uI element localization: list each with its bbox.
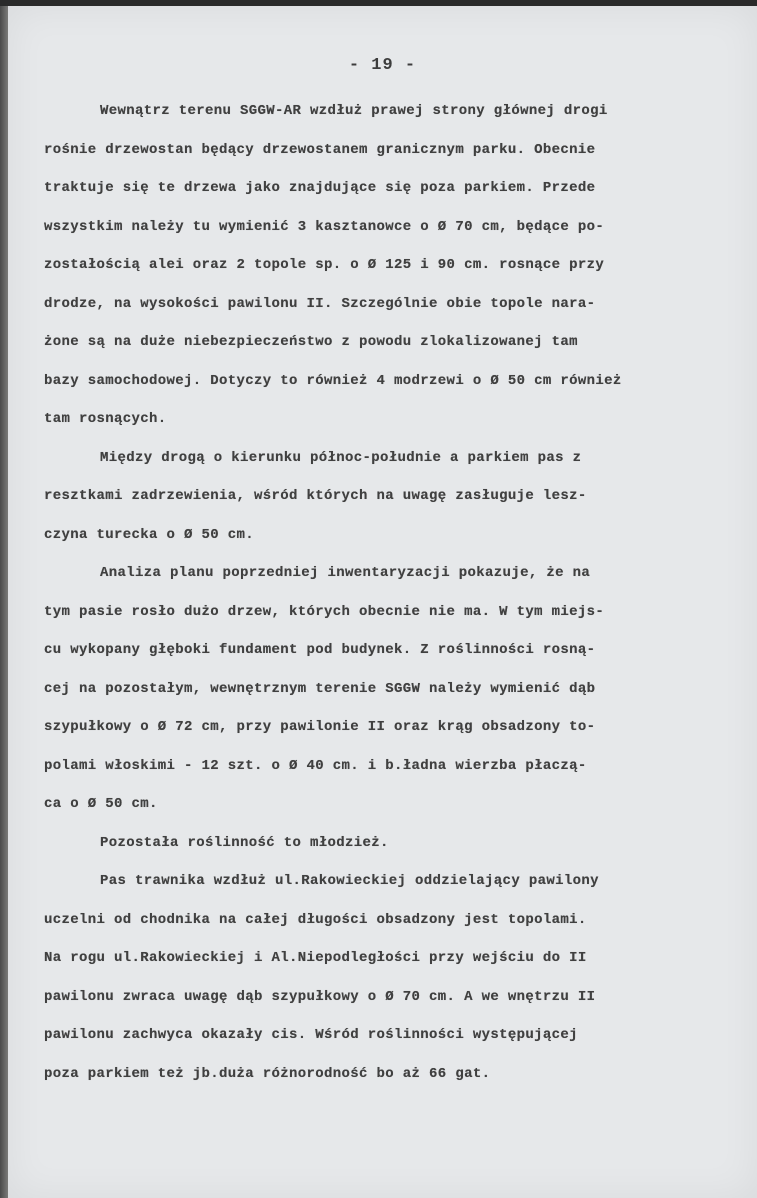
paragraph-4 (44, 824, 750, 863)
text-line: wszystkim należy tu wymienić 3 kasztanowce o Ø 70 cm, będące po- (44, 218, 605, 235)
document-page (8, 6, 757, 1198)
paragraph-1 (44, 92, 750, 439)
page-number: - 19 - (348, 56, 417, 75)
text-line: poza parkiem też jb.duża różnorodność bo aż 66 gat. (44, 1065, 491, 1082)
text-line: tym pasie rosło dużo drzew, których obecnie nie ma. W tym miejs- (44, 603, 605, 620)
text-line: pawilonu zwraca uwagę dąb szypułkowy o Ø 70 cm. A we wnętrzu II (44, 988, 596, 1005)
text-line: cej na pozostałym, wewnętrznym terenie SGGW należy wymienić dąb (44, 680, 596, 697)
text-line: rośnie drzewostan będący drzewostanem granicznym parku. Obecnie (44, 141, 596, 158)
text-line: Wewnątrz terenu SGGW-AR wzdłuż prawej strony głównej drogi (100, 103, 608, 119)
text-line: Na rogu ul.Rakowieckiej i Al.Niepodległości przy wejściu do II (44, 950, 587, 966)
text-line: żone są na duże niebezpieczeństwo z powodu zlokalizowanej tam (44, 334, 578, 350)
body-text (44, 92, 750, 1093)
text-line: ca o Ø 50 cm. (44, 796, 158, 812)
text-line: Analiza planu poprzedniej inwentaryzacji pokazuje, że na (100, 565, 591, 581)
text-line: pawilonu zachwyca okazały cis. Wśród roślinności występującej (44, 1027, 578, 1043)
paragraph-3 (44, 554, 750, 824)
text-line: Pozostała roślinność to młodzież. (100, 834, 389, 851)
text-line: Pas trawnika wzdłuż ul.Rakowieckiej oddzielający pawilony (100, 873, 599, 889)
text-line: Między drogą o kierunku północ-południe a parkiem pas z (100, 449, 582, 466)
text-line: polami włoskimi - 12 szt. o Ø 40 cm. i b.ładna wierzba płaczą- (44, 757, 587, 774)
text-line: szypułkowy o Ø 72 cm, przy pawilonie II oraz krąg obsadzony to- (44, 719, 596, 735)
text-line: cu wykopany głęboki fundament pod budynek. Z roślinności rosną- (44, 642, 596, 658)
text-line: resztkami zadrzewienia, wśród których na uwagę zasługuje lesz- (44, 488, 587, 504)
text-line: bazy samochodowej. Dotyczy to również 4 modrzewi o Ø 50 cm również (44, 372, 622, 389)
text-line: uczelni od chodnika na całej długości obsadzony jest topolami. (44, 911, 587, 928)
text-line: zostałością alei oraz 2 topole sp. o Ø 125 i 90 cm. rosnące przy (44, 257, 605, 273)
paragraph-2 (44, 439, 750, 555)
paragraph-5 (44, 862, 750, 1093)
text-line: tam rosnących. (44, 411, 167, 427)
text-line: drodze, na wysokości pawilonu II. Szczególnie obie topole nara- (44, 295, 596, 312)
text-line: traktuje się te drzewa jako znajdujące się poza parkiem. Przede (44, 180, 596, 196)
binding-edge (0, 6, 8, 1198)
text-line: czyna turecka o Ø 50 cm. (44, 526, 255, 543)
